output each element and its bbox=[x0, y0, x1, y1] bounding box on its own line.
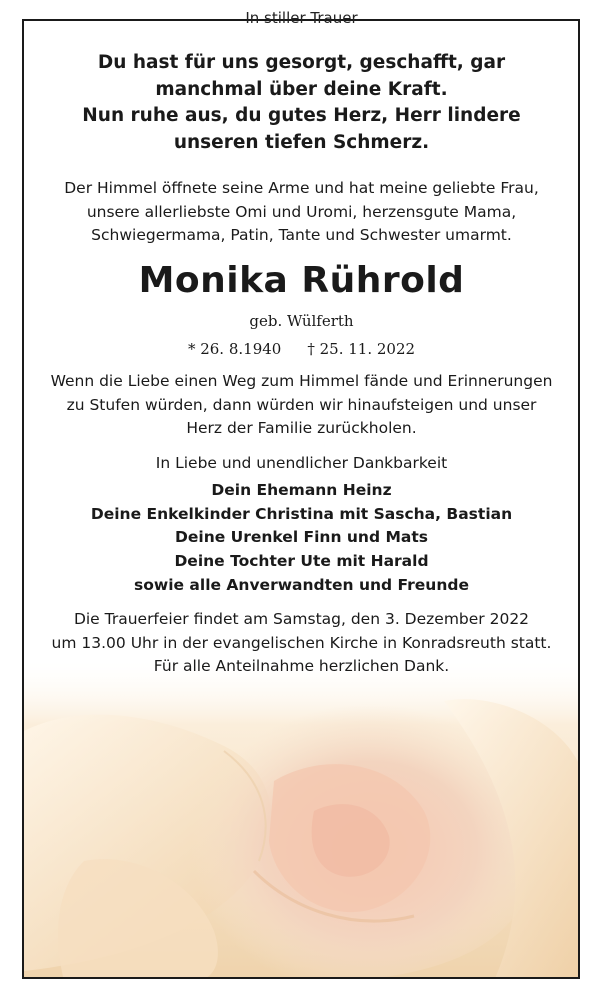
intro-line: Der Himmel öffnete seine Arme und hat meine geliebte Frau, bbox=[64, 179, 539, 197]
service-info bbox=[0, 608, 603, 679]
family-member: Deine Enkelkinder Christina mit Sascha, Bastian bbox=[90, 504, 513, 523]
family-member: Deine Urenkel Finn und Mats bbox=[175, 528, 428, 547]
quote-line: Wenn die Liebe einen Weg zum Himmel fände und Erinnerungen bbox=[50, 372, 553, 390]
service-line: um 13.00 Uhr in der evangelischen Kirche in Konradsreuth statt. bbox=[51, 633, 552, 652]
intro-line: unsere allerliebste Omi und Uromi, herzensgute Mama, bbox=[86, 202, 517, 221]
birth-date: * 26. 8.1940 bbox=[187, 340, 282, 358]
poem-line: unseren tiefen Schmerz. bbox=[173, 131, 430, 153]
quote-text bbox=[0, 370, 603, 441]
service-line: Für alle Anteilnahme herzlichen Dank. bbox=[153, 657, 450, 675]
poem-line: Nun ruhe aus, du gutes Herz, Herr lindere bbox=[82, 105, 521, 126]
poem-block bbox=[0, 50, 603, 156]
family-member: Deine Tochter Ute mit Harald bbox=[174, 552, 429, 571]
family-member: Dein Ehemann Heinz bbox=[211, 481, 392, 499]
quote-line: Herz der Familie zurückholen. bbox=[186, 419, 417, 437]
deceased-name: Monika Rührold bbox=[138, 260, 465, 301]
death-date: † 25. 11. 2022 bbox=[307, 340, 416, 358]
family-list bbox=[0, 479, 603, 598]
poem-line: manchmal über deine Kraft. bbox=[155, 78, 448, 100]
intro-line: Schwiegermama, Patin, Tante und Schwester umarmt. bbox=[91, 226, 512, 244]
header-label: In stiller Trauer bbox=[245, 9, 358, 27]
thanks-line: In Liebe und unendlicher Dankbarkeit bbox=[155, 454, 448, 472]
intro-text bbox=[0, 177, 603, 248]
family-member: sowie alle Anverwandten und Freunde bbox=[134, 575, 469, 594]
poem-line: Du hast für uns gesorgt, geschafft, gar bbox=[97, 52, 506, 73]
life-dates bbox=[0, 338, 603, 360]
born-name: geb. Wülferth bbox=[249, 312, 354, 330]
service-line: Die Trauerfeier findet am Samstag, den 3. Dezember 2022 bbox=[73, 610, 530, 628]
quote-line: zu Stufen würden, dann würden wir hinaufsteigen und unser bbox=[66, 395, 537, 414]
rose-background-image bbox=[24, 661, 580, 979]
